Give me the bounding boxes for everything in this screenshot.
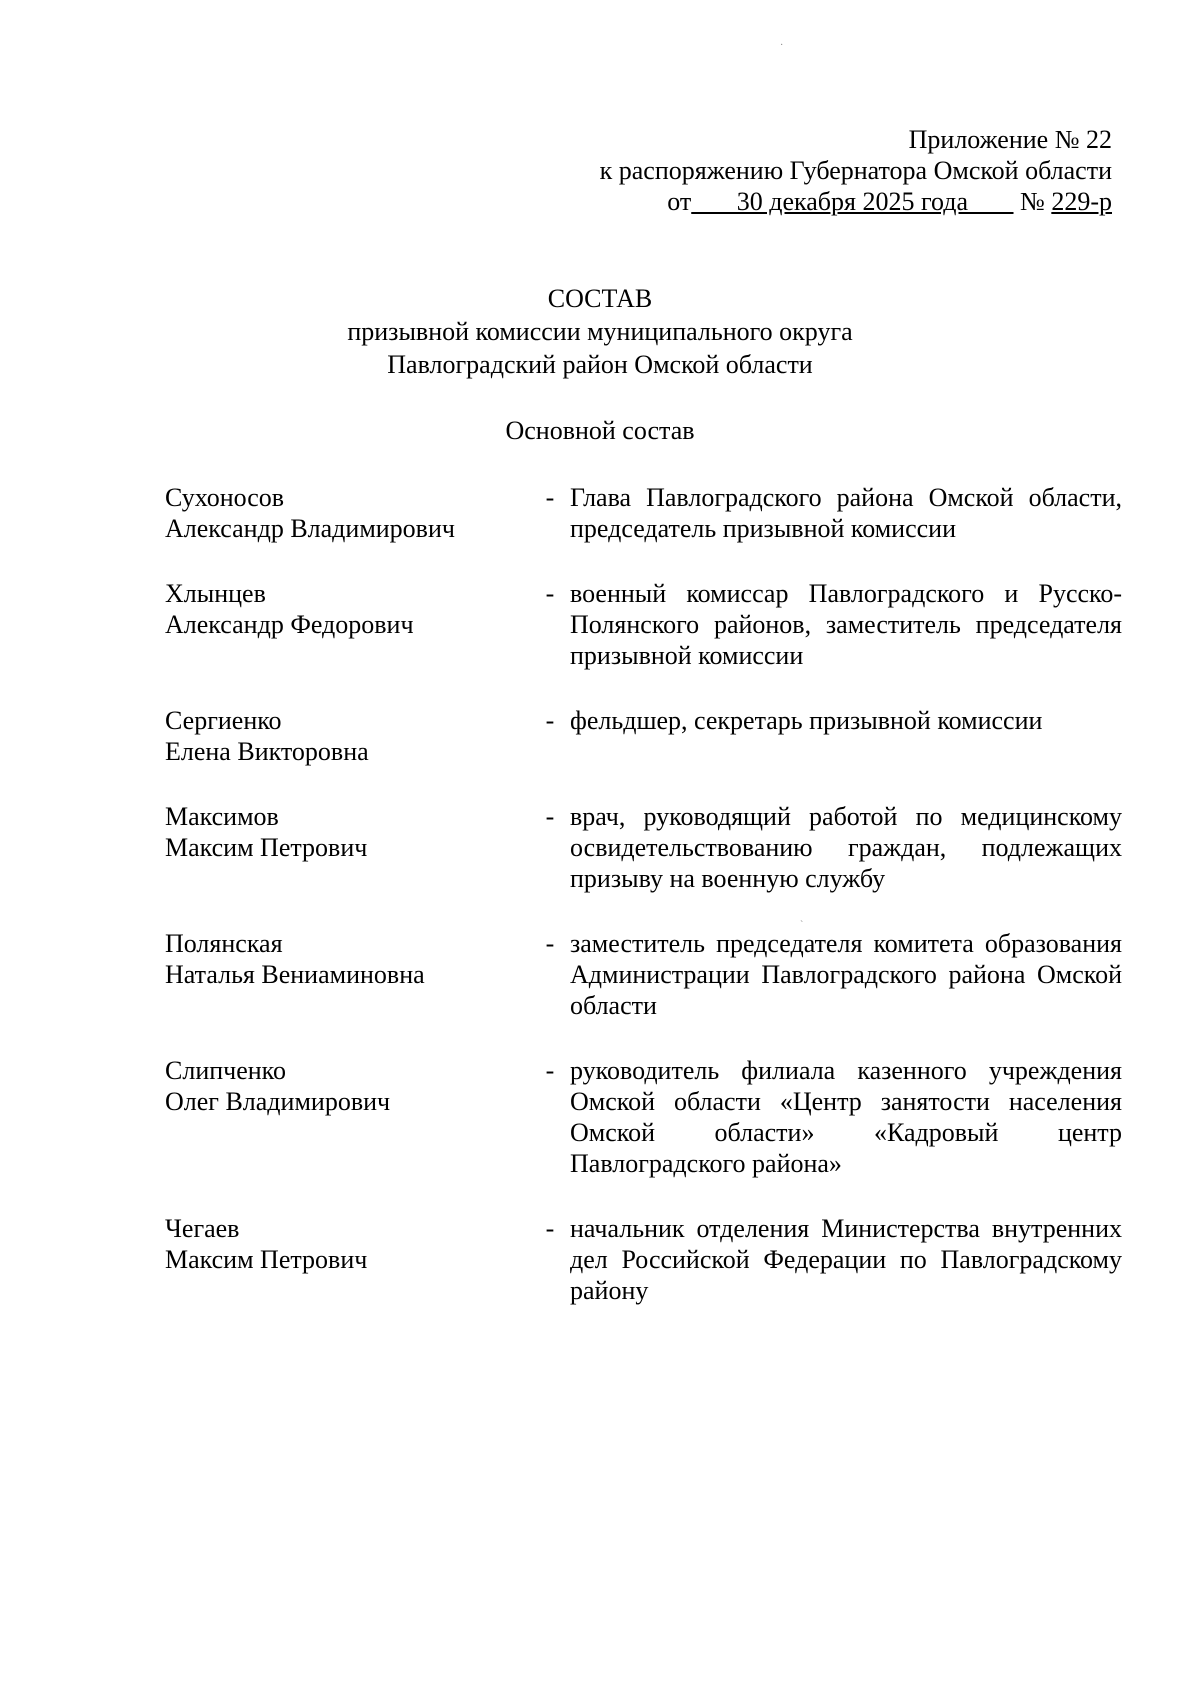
member-name	[165, 1055, 530, 1179]
member-role: заместитель председателя комитета образования Администрации Павлоградского района Омской области	[570, 929, 1122, 1020]
member-entry	[165, 801, 1122, 894]
member-name	[165, 705, 530, 767]
member-dash: -	[545, 579, 555, 608]
member-name	[165, 578, 530, 671]
member-surname: Хлынцев	[165, 579, 266, 608]
member-given-names: Александр Федорович	[165, 610, 414, 639]
scan-speck: ·	[780, 40, 784, 51]
member-surname: Сергиенко	[165, 706, 282, 735]
order-date-line	[412, 186, 1112, 217]
order-number: 229-р	[1051, 187, 1112, 216]
appendix-header	[412, 124, 1112, 217]
member-role: военный комиссар Павлоградского и Русско-Полянского районов, заместитель председателя призывной комиссии	[570, 579, 1122, 670]
number-prefix: №	[1020, 187, 1045, 216]
document-subtitle-line1: призывной комиссии муниципального округа	[347, 317, 853, 346]
member-name	[165, 1213, 530, 1306]
member-role: Глава Павлоградского района Омской области, председатель призывной комиссии	[570, 483, 1122, 543]
member-role: врач, руководящий работой по медицинскому освидетельствованию граждан, подлежащих призыву на военную службу	[570, 802, 1122, 893]
member-dash: -	[545, 802, 555, 831]
member-name	[165, 928, 530, 1021]
member-entry	[165, 1055, 1122, 1179]
member-name	[165, 482, 530, 544]
document-subtitle-line2: Павлоградский район Омской области	[387, 350, 813, 379]
member-surname: Чегаев	[165, 1214, 240, 1243]
member-dash: -	[545, 929, 555, 958]
member-surname: Сухоносов	[165, 483, 285, 512]
scan-speck: `	[800, 920, 804, 931]
member-surname: Максимов	[165, 802, 279, 831]
member-role: фельдшер, секретарь призывной комиссии	[570, 706, 1043, 735]
member-role: начальник отделения Министерства внутренних дел Российской Федерации по Павлоградскому району	[570, 1214, 1122, 1305]
member-given-names: Максим Петрович	[165, 833, 368, 862]
member-entry	[165, 705, 1122, 767]
member-given-names: Елена Викторовна	[165, 737, 369, 766]
member-surname: Полянская	[165, 929, 283, 958]
member-surname: Слипченко	[165, 1056, 286, 1085]
members-list	[165, 482, 1122, 1340]
document-title: СОСТАВ	[547, 284, 653, 313]
order-reference: к распоряжению Губернатора Омской области	[599, 156, 1112, 185]
member-entry	[165, 578, 1122, 671]
member-entry	[165, 1213, 1122, 1306]
member-role: руководитель филиала казенного учреждения Омской области «Центр занятости населения Омской области» «Кадровый центр Павлоградского района»	[570, 1056, 1122, 1178]
member-given-names: Максим Петрович	[165, 1245, 368, 1274]
member-name	[165, 801, 530, 894]
member-given-names: Александр Владимирович	[165, 514, 455, 543]
member-dash: -	[545, 1214, 555, 1243]
member-entry	[165, 482, 1122, 544]
member-dash: -	[545, 1056, 555, 1085]
date-prefix: от	[667, 187, 692, 216]
section-heading: Основной состав	[505, 416, 695, 445]
member-given-names: Олег Владимирович	[165, 1087, 391, 1116]
appendix-number: Приложение № 22	[908, 125, 1112, 154]
order-date: 30 декабря 2025 года	[691, 187, 1014, 216]
member-dash: -	[545, 706, 555, 735]
member-given-names: Наталья Вениаминовна	[165, 960, 425, 989]
member-entry	[165, 928, 1122, 1021]
member-dash: -	[545, 483, 555, 512]
